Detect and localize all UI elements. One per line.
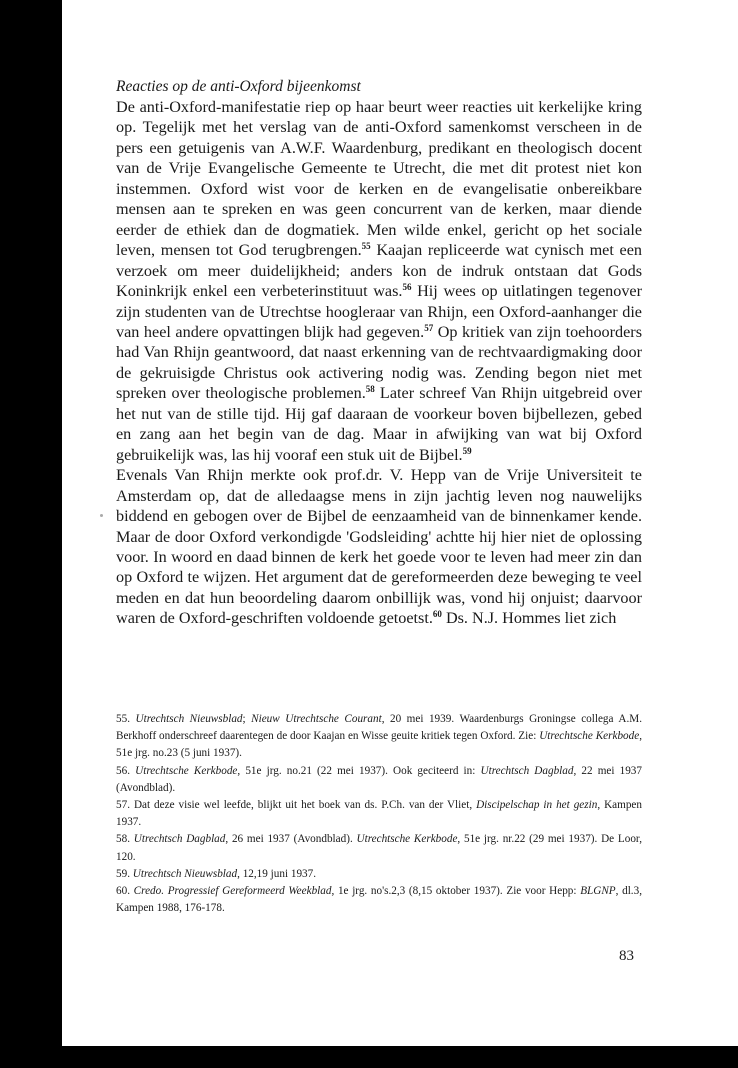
text-run: Ds. N.J. Hommes liet zich [441, 609, 617, 628]
footnotes [116, 711, 642, 917]
footnote-ref: 59 [462, 445, 472, 456]
text-run: 56. [116, 764, 136, 777]
italic-title: Utrechtsche Kerkbode [539, 730, 640, 743]
footnote [116, 797, 642, 831]
italic-title: Utrechtsch Dagblad [133, 833, 226, 846]
footnote [116, 763, 642, 797]
section-heading: Reacties op de anti-Oxford bijeenkomst [116, 78, 361, 95]
text-run: Op kritiek van zijn toehoorders had Van Rhijn geantwoord, dat naast erkenning van de rechtvaardigmaking door de gekruisigde Christus ook activering nodig was. Zending begon niet met spreken over theologische problemen. [116, 322, 643, 403]
italic-title: Credo. Progressief Gereformeerd Weekblad [133, 885, 332, 898]
text-run: , 1e jrg. no's.2,3 (8,15 oktober 1937). Zie voor Hepp: [331, 885, 581, 898]
italic-title: Utrechtsche Kerkbode [356, 833, 458, 846]
italic-title: BLGNP [580, 885, 616, 898]
footnote [116, 866, 642, 883]
footnote-ref: 57 [424, 322, 434, 333]
scan-speck [100, 514, 103, 517]
text-run: 58. [116, 833, 134, 846]
text-run: , 26 mei 1937 (Avondblad). [225, 833, 357, 846]
text-run: , 20 mei 1939. Waardenburgs Groningse collega A.M. Berkhoff onderschreef daarentegen de door Kaajan en Wisse geuite kritiek tegen Oxford. Zie: [116, 713, 643, 743]
page-number: 83 [619, 948, 634, 964]
italic-title: Utrechtsche Kerkbode [135, 764, 238, 777]
scan-left-border [0, 0, 62, 1068]
text-run: 55. [116, 713, 136, 725]
text-run: 59. [116, 867, 133, 880]
body-text [116, 97, 642, 629]
text-run: , 22 mei 1937 (Avondblad). [116, 764, 642, 794]
text-run: , 51e jrg. no.23 (5 juni 1937). [116, 730, 642, 760]
footnote-ref: 58 [365, 384, 375, 395]
text-run: 57. Dat deze visie wel leefde, blijkt uit het boek van ds. P.Ch. van der Vliet, [116, 799, 477, 812]
italic-title: Utrechtsch Dagblad [480, 764, 574, 777]
paragraph [116, 97, 642, 465]
footnote [116, 711, 642, 763]
text-run: De anti-Oxford-manifestatie riep op haar beurt weer reacties uit kerkelijke kring op. Tegelijk met het verslag van de anti-Oxford samenkomst verscheen in de pers een getuigenis van A.W.F. Waardenburg, predikant en theologisch docent van de Vrije Evangelische Gemeente te Utrecht, die met dit protest niet kon instemmen. Oxford wist voor de kerken en de evangelisatie onbereikbare mensen aan te spreken en was geen concurrent van de kerken, maar diende eerder de ethiek dan de dogmatiek. Men wilde enkel, gericht op het sociale leven, mensen tot God terugbrengen. [116, 98, 642, 260]
text-run: , 51e jrg. no.21 (22 mei 1937). Ook geciteerd in: [237, 764, 481, 777]
text-run: ; [242, 713, 252, 725]
footnote [116, 883, 642, 917]
footnote [116, 831, 642, 865]
text-run: Later schreef Van Rhijn uitgebreid over het nut van de stille tijd. Hij gaf daaraan de voorkeur boven bijbellezen, gebed en zang aan het begin van de dag. Maar in afwijking van wat bij Oxford gebruikelijk was, las hij vooraf een stuk uit de Bijbel. [116, 384, 642, 464]
text-run: , 51e jrg. nr.22 (29 mei 1937). De Loor, 120. [116, 833, 642, 863]
main-text-block [116, 76, 642, 629]
italic-title: Utrechtsch Nieuwsblad [132, 867, 238, 880]
text-run: 60. [116, 885, 134, 898]
text-run: , Kampen 1937. [116, 799, 642, 829]
footnote-ref: 55 [361, 241, 371, 252]
footnote-ref: 56 [402, 282, 412, 293]
italic-title: Nieuw Utrechtsche Courant [251, 713, 382, 725]
text-run: Kaajan repliceerde wat cynisch met een verzoek om meer duidelijkheid; anders kon de indruk ontstaan dat Gods Koninkrijk enkel een verbeterinstituut was. [116, 241, 643, 301]
text-run: Hij wees op uitlatingen tegenover zijn studenten van de Utrechtse hoogleraar van Rhijn, een Oxford-aanhanger die van heel andere opvattingen blijk had gegeven. [116, 282, 642, 341]
scan-bottom-border [0, 1046, 738, 1068]
paragraph [116, 465, 642, 629]
text-run: Evenals Van Rhijn merkte ook prof.dr. V. Hepp van de Vrije Universiteit te Amsterdam op, dat de alledaagse mens in zijn jachtig leven nog nauwelijks biddend en gebogen over de Bijbel de eenzaamheid van de binnenkamer kende. Maar de door Oxford verkondigde 'Godsleiding' achtte hij hier niet de oplossing voor. In woord en daad binnen de kerk het goede voor te leven had meer zin dan op Oxford te wijzen. Het argument dat de gereformeerden deze beweging te veel meden en dat hun beoordeling daarom onbillijk was, vond hij onjuist; daarvoor waren de Oxford-geschriften voldoende getoetst. [116, 466, 642, 628]
italic-title: Discipelschap in het gezin [476, 799, 598, 812]
italic-title: Utrechtsch Nieuwsblad [135, 713, 243, 725]
text-run: , dl.3, Kampen 1988, 176-178. [116, 885, 642, 915]
text-run: , 12,19 juni 1937. [237, 867, 317, 880]
footnote-ref: 60 [432, 609, 442, 620]
